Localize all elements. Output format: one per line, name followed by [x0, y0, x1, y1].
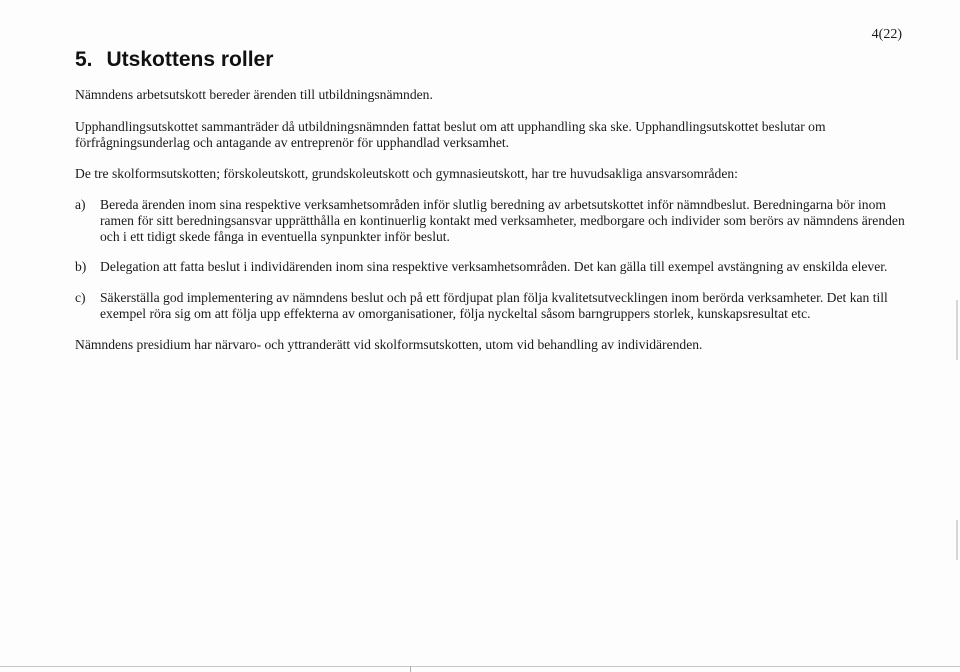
- list-marker: a): [75, 197, 86, 212]
- section-title: Utskottens roller: [106, 48, 274, 71]
- scan-edge-line: [0, 666, 960, 667]
- page-number: 4(22): [871, 27, 902, 42]
- list-marker: c): [75, 290, 86, 305]
- section-number: 5.: [75, 48, 93, 71]
- paragraph-upphandlingsutskott: Upphandlingsutskottet sammanträder då utbildningsnämnden fattat beslut om att upphandling ska ske. Upphandlingsutskottet beslutar om förfrågningsunderlag och antagande av entreprenör för upphandlad verksamhet.: [75, 119, 826, 150]
- list-item-text: Säkerställa god implementering av nämndens beslut och på ett fördjupat plan följa kvalitetsutvecklingen inom berörda verksamheter. Det kan till exempel röra sig om att följa upp effekterna av omorganisationer, följa nyckeltal såsom barngruppers storlek, kunskapsresultat etc.: [100, 290, 888, 321]
- paragraph-presidium: Nämndens presidium har närvaro- och yttranderätt vid skolformsutskotten, utom vid behandling av individärenden.: [75, 337, 703, 352]
- paragraph-arbetsutskott: Nämndens arbetsutskott bereder ärenden till utbildningsnämnden.: [75, 87, 433, 102]
- list-item: [75, 197, 905, 245]
- list-item-text: Delegation att fatta beslut i individärenden inom sina respektive verksamhetsområden. Det kan gälla till exempel avstängning av enskilda elever.: [100, 259, 888, 274]
- list-item-text: Bereda ärenden inom sina respektive verksamhetsområden inför slutlig beredning av arbetsutskottet inför nämndbeslut. Beredningarna bör inom ramen för sitt beredningsansvar upprätthålla en kontinuerlig kontakt med verksamheter, medborgare och individer som berörs av nämndens ärenden och i ett tidigt skede fånga in eventuella synpunkter inför beslut.: [100, 197, 905, 244]
- list-marker: b): [75, 259, 87, 274]
- section-heading: [75, 48, 273, 72]
- list-item: [75, 290, 905, 322]
- scan-edge-mark: [956, 520, 958, 560]
- scan-edge-tick: [410, 666, 411, 672]
- list-item: [75, 259, 905, 275]
- scan-edge-mark: [956, 300, 958, 360]
- paragraph-skolformsutskott: De tre skolformsutskotten; förskoleutskott, grundskoleutskott och gymnasieutskott, har tre huvudsakliga ansvarsområden:: [75, 166, 738, 181]
